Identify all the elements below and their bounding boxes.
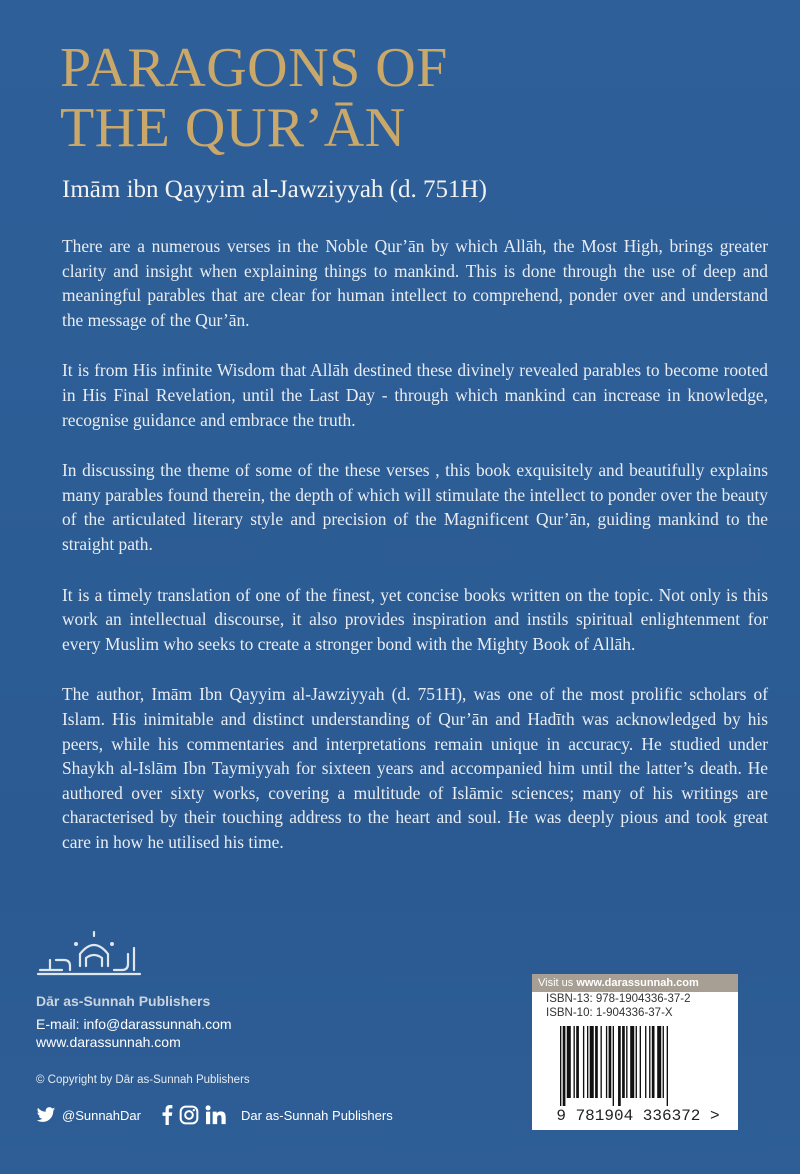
barcode-bar: [595, 1026, 598, 1098]
title-line-1: PARAGONS OF: [60, 37, 448, 99]
barcode-bar: [649, 1026, 650, 1098]
publisher-name: Dār as-Sunnah Publishers: [36, 993, 211, 1009]
barcode-bar: [626, 1026, 627, 1098]
visit-banner: [532, 974, 738, 992]
barcode-bar: [645, 1026, 646, 1098]
barcode-bar: [667, 1026, 668, 1106]
author-line: Imām ibn Qayyim al-Jawziyyah (d. 751H): [62, 176, 487, 203]
barcode-bar: [630, 1026, 634, 1098]
barcode-bar: [583, 1026, 584, 1098]
twitter-icon: [36, 1107, 56, 1124]
barcode-bar: [563, 1026, 566, 1106]
instagram-icon: [179, 1105, 199, 1125]
twitter-handle: @SunnahDar: [62, 1107, 141, 1123]
social-bar: [36, 1103, 393, 1127]
barcode-panel: [532, 974, 738, 1130]
barcode-bar: [663, 1026, 664, 1098]
blurb-paragraph-5: The author, Imām Ibn Qayyim al-Jawziyyah (d. 751H), was one of the most prolific scholars of Islam. His inimitable and distinct understanding of Qur’ān and Hadīth was acknowledged by his peers, while his commentaries and interpretations remain unique in accuracy. He studied under Shaykh al-Islām Ibn Taymiyyah for sixteen years and accompanied him until the latter’s death. He authored over sixty works, covering a multitude of Islāmic sciences; many of his writings are characterised by their touching address to the heart and soul. He was deeply pious and took great care in how he utilised his time.: [62, 684, 768, 852]
blurb-paragraph-1: There are a numerous verses in the Noble Qur’ān by which Allāh, the Most High, brings greater clarity and insight when explaining things to mankind. This is done through the use of deep and meaningful parables that are clear for human intellect to comprehend, ponder over and understand the message of the Qur’ān.: [62, 236, 768, 330]
social-publisher-name: Dar as-Sunnah Publishers: [240, 1107, 393, 1123]
title-line-2: THE QUR’ĀN: [60, 97, 406, 159]
barcode-bar: [652, 1026, 655, 1098]
blurb: [62, 234, 768, 880]
barcode-bar: [609, 1026, 612, 1098]
visit-prefix: Visit us: [538, 977, 577, 989]
barcode-bar: [640, 1026, 641, 1098]
barcode-bar: [636, 1026, 637, 1098]
barcode-bar: [560, 1026, 561, 1106]
linkedin-icon: [205, 1105, 227, 1125]
barcode-bar: [567, 1026, 571, 1098]
barcode-bar: [590, 1026, 594, 1098]
barcode-bar: [574, 1026, 575, 1098]
publisher-info: [36, 993, 356, 1051]
barcode-bar: [606, 1026, 607, 1098]
publisher-email: E-mail: info@darassunnah.com: [36, 1016, 232, 1032]
barcode-bar: [657, 1026, 661, 1098]
barcode-bar: [587, 1026, 588, 1098]
barcode-bar: [618, 1026, 621, 1106]
barcode-bar: [601, 1026, 602, 1098]
barcode-bar: [613, 1026, 614, 1106]
publisher-logo: [36, 930, 142, 978]
facebook-icon: [161, 1105, 173, 1125]
blurb-paragraph-2: It is from His infinite Wisdom that Allāh destined these divinely revealed parables to become rooted in His Final Revelation, until the Last Day - through which mankind can increase in knowledge, recognise guidance and embrace the truth.: [62, 360, 768, 430]
book-title: [60, 38, 760, 158]
copyright-notice: © Copyright by Dār as-Sunnah Publishers: [36, 1074, 250, 1086]
barcode: [550, 1026, 726, 1124]
visit-url: www.darassunnah.com: [576, 977, 699, 989]
barcode-digits: 9 781904 336372 >: [556, 1107, 720, 1124]
barcode-bar: [622, 1026, 625, 1098]
isbn-13: ISBN-13: 978-1904336-37-2: [546, 993, 691, 1005]
blurb-paragraph-4: It is a timely translation of one of the finest, yet concise books written on the topic. Not only is this work an intellectual discourse, it also provides inspiration and instils spiritual enlightenment for every Muslim who seeks to create a stronger bond with the Mighty Book of Allāh.: [62, 584, 768, 654]
isbn-10: ISBN-10: 1-904336-37-X: [546, 1007, 673, 1019]
publisher-website: www.darassunnah.com: [36, 1034, 181, 1050]
barcode-bar: [576, 1026, 579, 1098]
blurb-paragraph-3: In discussing the theme of some of the these verses , this book exquisitely and beautifully explains many parables found therein, the depth of which will stimulate the intellect to ponder over the beauty of the articulated literary style and precision of the Magnificent Qur’ān, guiding mankind to the straight path.: [62, 460, 768, 554]
